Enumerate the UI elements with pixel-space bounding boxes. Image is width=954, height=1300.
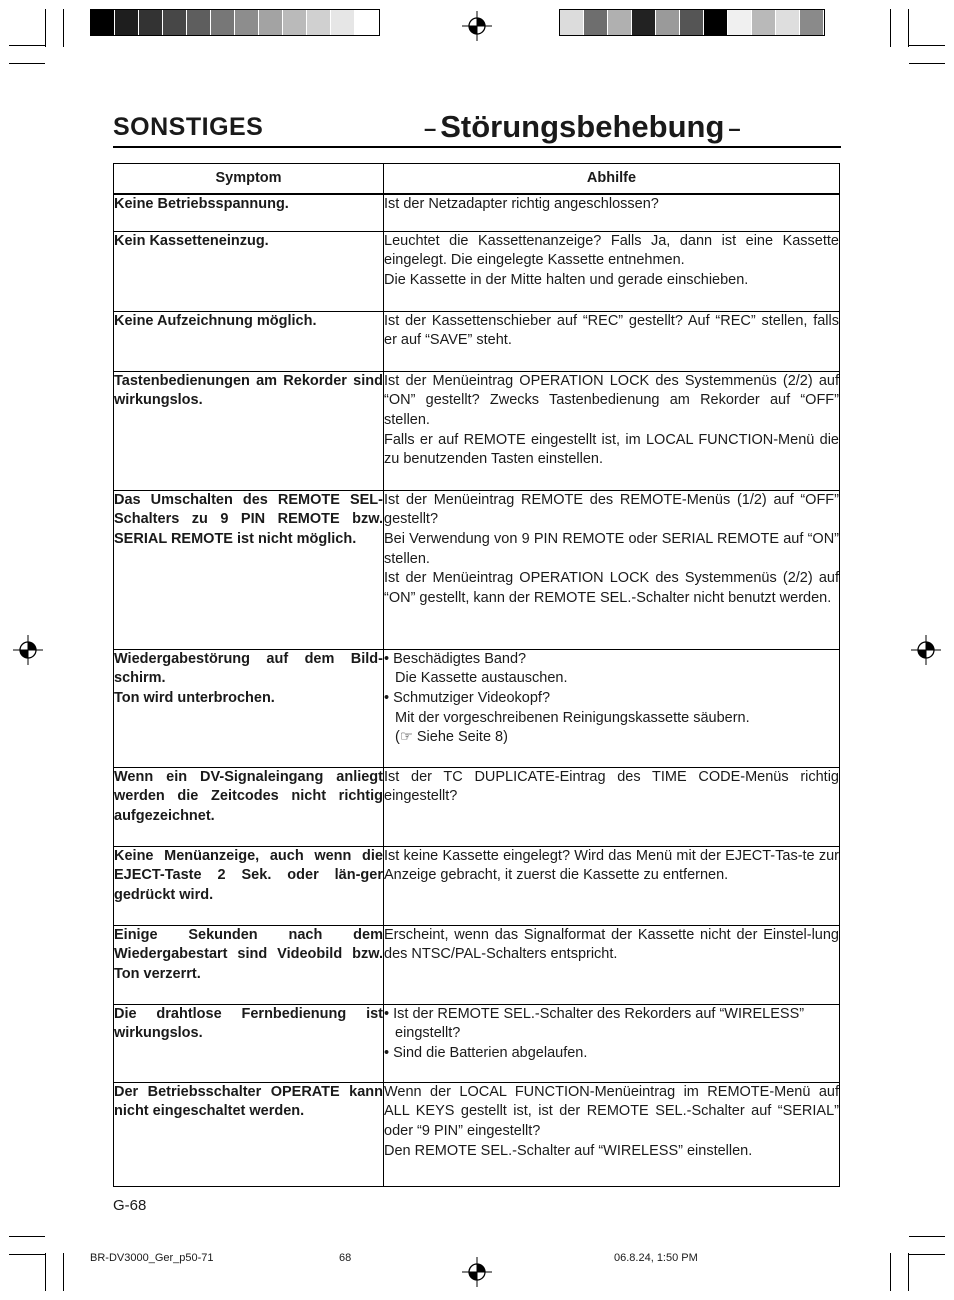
symptom-cell	[114, 846, 384, 925]
remedy-text: Ist keine Kassette eingelegt? Wird das Menü mit der EJECT-Tas-te zur Anzeige gebracht, it zuerst die Kassette zu entfernen.	[384, 847, 839, 884]
color-swatch	[187, 10, 211, 35]
color-swatch	[163, 10, 187, 35]
color-swatch	[800, 10, 824, 35]
symptom-text: Tastenbedienungen am Rekorder sind wirkungslos.	[114, 372, 383, 409]
color-swatch	[331, 10, 355, 35]
color-calibration-bar-left	[90, 9, 380, 36]
color-swatch	[680, 10, 704, 35]
color-swatch	[235, 10, 259, 35]
remedy-cell	[384, 1082, 840, 1186]
table-row	[114, 846, 840, 925]
color-swatch	[91, 10, 115, 35]
remedy-cell	[384, 925, 840, 1004]
footer-filename: BR-DV3000_Ger_p50-71	[90, 1252, 214, 1264]
color-swatch	[728, 10, 752, 35]
symptom-cell	[114, 925, 384, 1004]
table-row	[114, 1082, 840, 1186]
color-swatch	[139, 10, 163, 35]
remedy-cell	[384, 490, 840, 649]
color-swatch	[752, 10, 776, 35]
symptom-cell	[114, 194, 384, 231]
color-swatch	[704, 10, 728, 35]
symptom-text: Keine Betriebsspannung.	[114, 196, 289, 212]
table-row	[114, 311, 840, 371]
remedy-text: eingstellt?	[395, 1025, 461, 1042]
remedy-cell	[384, 231, 840, 311]
registration-mark-bottom-icon	[462, 1257, 492, 1287]
symptom-text: Einige Sekunden nach dem Wiedergabestart sind Videobild bzw. Ton verzerrt.	[114, 926, 383, 982]
color-swatch	[259, 10, 283, 35]
symptom-text: Das Umschalten des REMOTE SEL-Schalters zu 9 PIN REMOTE bzw. SERIAL REMOTE ist nicht möglich.	[114, 491, 383, 547]
color-swatch	[608, 10, 632, 35]
symptom-text: Kein Kassetteneinzug.	[114, 232, 269, 249]
remedy-text: • Schmutziger Videokopf?	[384, 689, 551, 706]
symptom-text: Ton wird unterbrochen.	[114, 689, 275, 706]
table-header-row	[114, 164, 840, 195]
remedy-text: Ist der Menüeintrag REMOTE des REMOTE-Menüs (1/2) auf “OFF” gestellt?	[384, 491, 839, 528]
table-row	[114, 767, 840, 846]
symptom-cell	[114, 1082, 384, 1186]
symptom-text: Der Betriebsschalter OPERATE kann nicht eingeschaltet werden.	[114, 1083, 383, 1120]
remedy-text: Den REMOTE SEL.-Schalter auf “WIRELESS” einstellen.	[384, 1142, 753, 1159]
remedy-text: Die Kassette austauschen.	[395, 670, 568, 687]
remedy-cell	[384, 371, 840, 490]
title-dash-right: –	[728, 115, 741, 141]
remedy-text: Leuchtet die Kassettenanzeige? Falls Ja, dann ist eine Kassette eingelegt. Die eingelegte Kassette entnehmen.	[384, 232, 839, 269]
symptom-cell	[114, 490, 384, 649]
page-number: G-68	[113, 1197, 147, 1214]
page-title	[420, 109, 745, 145]
color-swatch	[355, 10, 379, 35]
color-swatch	[632, 10, 656, 35]
table-row	[114, 231, 840, 311]
remedy-text: Die Kassette in der Mitte halten und gerade einschieben.	[384, 271, 749, 288]
color-swatch	[560, 10, 584, 35]
color-swatch	[776, 10, 800, 35]
table-row	[114, 1004, 840, 1082]
symptom-text: Wiedergabestörung auf dem Bild-schirm.	[114, 650, 383, 687]
color-swatch	[307, 10, 331, 35]
remedy-text: Ist der TC DUPLICATE-Eintrag des TIME CODE-Menüs richtig eingestellt?	[384, 768, 839, 805]
table-row	[114, 194, 840, 231]
symptom-text: Keine Aufzeichnung möglich.	[114, 312, 317, 329]
color-calibration-bar-right	[559, 9, 825, 36]
remedy-text: • Ist der REMOTE SEL.-Schalter des Rekorders auf “WIRELESS”	[384, 1005, 805, 1022]
color-swatch	[656, 10, 680, 35]
registration-mark-left-icon	[13, 635, 43, 665]
remedy-text: Ist der Menüeintrag OPERATION LOCK des Systemmenüs (2/2) auf “ON” gestellt? Zwecks Tastenbedienung am Rekorder auf “OFF” stellen.	[384, 372, 839, 428]
remedy-text: Wenn der LOCAL FUNCTION-Menüeintrag im REMOTE-Menü auf ALL KEYS gestellt ist, ist der REMOTE SEL.-Schalter auf “SERIAL” oder “9 PIN” eingestellt?	[384, 1083, 839, 1139]
remedy-text: Mit der vorgeschreibenen Reinigungskassette säubern.	[395, 709, 750, 726]
remedy-text: • Sind die Batterien abgelaufen.	[384, 1044, 588, 1061]
remedy-text: Ist der Kassettenschieber auf “REC” gestellt? Auf “REC” stellen, falls er auf “SAVE” steht.	[384, 312, 839, 349]
remedy-cell	[384, 1004, 840, 1082]
column-header-symptom: Symptom	[114, 164, 384, 195]
symptom-text: Wenn ein DV-Signaleingang anliegt werden die Zeitcodes nicht richtig aufgezeichnet.	[114, 768, 383, 824]
title-dash-left: –	[424, 115, 437, 141]
symptom-cell	[114, 231, 384, 311]
remedy-text: Erscheint, wenn das Signalformat der Kassette nicht der Einstel-lung des NTSC/PAL-Schalters entspricht.	[384, 926, 839, 963]
remedy-cell	[384, 846, 840, 925]
registration-mark-right-icon	[911, 635, 941, 665]
table-row	[114, 490, 840, 649]
symptom-cell	[114, 371, 384, 490]
symptom-cell	[114, 649, 384, 767]
remedy-cell	[384, 194, 840, 231]
color-swatch	[211, 10, 235, 35]
column-header-remedy: Abhilfe	[384, 164, 840, 195]
remedy-cell	[384, 649, 840, 767]
header-rule	[113, 146, 841, 148]
symptom-cell	[114, 1004, 384, 1082]
footer-timestamp: 06.8.24, 1:50 PM	[614, 1252, 698, 1264]
remedy-cell	[384, 311, 840, 371]
symptom-cell	[114, 311, 384, 371]
color-swatch	[584, 10, 608, 35]
remedy-text: Falls er auf REMOTE eingestellt ist, im LOCAL FUNCTION-Menü die zu benutzenden Tasten einstellen.	[384, 431, 839, 468]
remedy-cell	[384, 767, 840, 846]
remedy-text: Ist der Netzadapter richtig angeschlossen?	[384, 196, 659, 212]
symptom-text: Die drahtlose Fernbedienung ist wirkungslos.	[114, 1005, 383, 1042]
remedy-text: Ist der Menüeintrag OPERATION LOCK des Systemmenüs (2/2) auf “ON” gestellt, kann der REMOTE SEL.-Schalter nicht benutzt werden.	[384, 570, 839, 607]
table-row	[114, 371, 840, 490]
symptom-text: Keine Menüanzeige, auch wenn die EJECT-Taste 2 Sek. oder län-ger gedrückt wird.	[114, 847, 383, 903]
color-swatch	[115, 10, 139, 35]
troubleshooting-table	[113, 163, 840, 1187]
page-title-text: Störungsbehebung	[440, 109, 725, 144]
color-swatch	[283, 10, 307, 35]
remedy-text: Bei Verwendung von 9 PIN REMOTE oder SERIAL REMOTE auf “ON” stellen.	[384, 530, 839, 567]
table-row	[114, 649, 840, 767]
remedy-text: (☞ Siehe Seite 8)	[395, 729, 508, 746]
section-label: SONSTIGES	[113, 113, 264, 141]
remedy-text: • Beschädigtes Band?	[384, 650, 527, 667]
symptom-cell	[114, 767, 384, 846]
footer-sheet-number: 68	[339, 1252, 352, 1264]
registration-mark-top-icon	[462, 11, 492, 41]
table-row	[114, 925, 840, 1004]
